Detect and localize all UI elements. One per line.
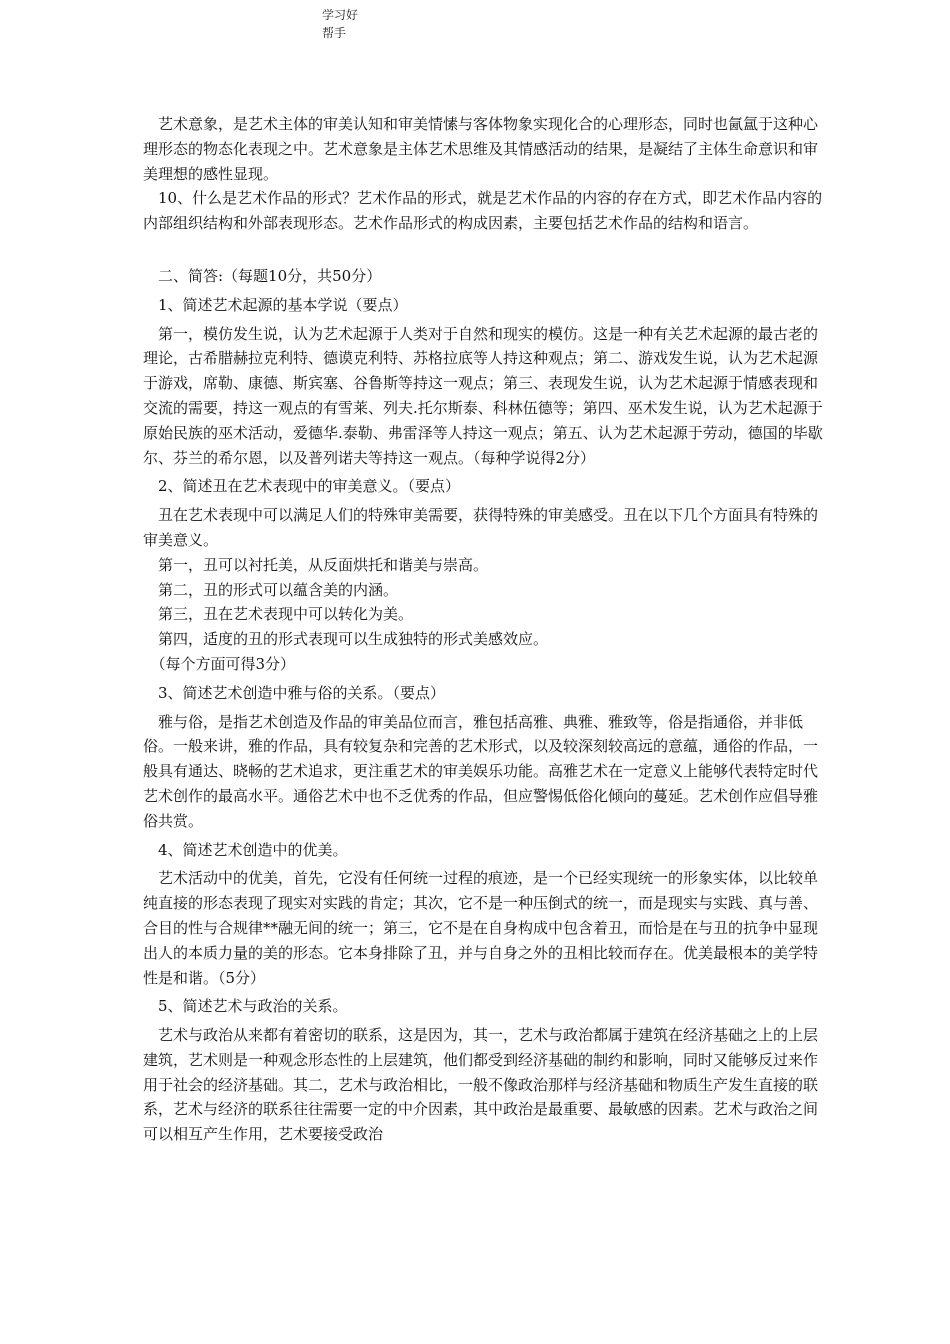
paragraph-art-imagery: 艺术意象，是艺术主体的审美认知和审美情愫与客体物象实现化合的心理形态，同时也氤氲于这种心理形态的物态化表现之中。艺术意象是主体艺术思维及其情感活动的结果，是凝结了主体生命意识和审美理想的感性显现。 — [143, 115, 819, 183]
answer-2-scoring-note: （每个方面可得3分） — [143, 654, 296, 673]
question-5-heading: 5、简述艺术与政治的关系。 — [143, 997, 348, 1016]
question-4-heading: 4、简述艺术创造中的优美。 — [143, 840, 348, 859]
question-2-heading: 2、简述丑在艺术表现中的审美意义。（要点） — [143, 477, 461, 496]
question-3-heading: 3、简述艺术创造中雅与俗的关系。（要点） — [143, 683, 446, 702]
question-1-heading: 1、简述艺术起源的基本学说（要点） — [143, 295, 408, 314]
answer-2-point-1: 第一，丑可以衬托美，从反面烘托和谐美与崇高。 — [143, 555, 489, 574]
answer-2-point-4: 第四，适度的丑的形式表现可以生成独特的形式美感效应。 — [143, 630, 549, 649]
answer-3-paragraph: 雅与俗，是指艺术创造及作品的审美品位而言，雅包括高雅、典雅、雅致等，俗是指通俗，并非低俗。一般来讲，雅的作品，具有较复杂和完善的艺术形式，以及较深刻较高远的意蕴，通俗的作品，一般具有通达、晓畅的艺术追求，更注重艺术的审美娱乐功能。高雅艺术在一定意义上能够代表特定时代艺术创作的最高水平。通俗艺术中也不乏优秀的作品，但应警惕低俗化倾向的蔓延。艺术创作应倡导雅俗共赏。 — [143, 712, 819, 830]
document-body — [143, 112, 823, 1147]
paragraph-q10-art-form: 10、什么是艺术作品的形式？艺术作品的形式，就是艺术作品的内容的存在方式，即艺术作品内容的内部组织结构和外部表现形态。艺术作品形式的构成因素，主要包括艺术作品的结构和语言。 — [143, 189, 823, 233]
page-header: 学习好帮手 — [322, 8, 359, 40]
answer-2-point-2: 第二，丑的形式可以蕴含美的内涵。 — [143, 580, 399, 599]
answer-2-point-3: 第三，丑在艺术表现中可以转化为美。 — [143, 605, 414, 624]
answer-5-paragraph: 艺术与政治从来都有着密切的联系，这是因为，其一，艺术与政治都属于建筑在经济基础之上的上层建筑，艺术则是一种观念形态性的上层建筑，他们都受到经济基础的制约和影响，同时又能够反过来作用于社会的经济基础。其二，艺术与政治相比，一般不像政治那样与经济基础和物质生产发生直接的联系，艺术与经济的联系往往需要一定的中介因素，其中政治是最重要、最敏感的因素。艺术与政治之间可以相互产生作用，艺术要接受政治 — [143, 1026, 819, 1144]
answer-1-paragraph: 第一，模仿发生说，认为艺术起源于人类对于自然和现实的模仿。这是一种有关艺术起源的最古老的理论，古希腊赫拉克利特、德谟克利特、苏格拉底等人持这种观点；第二、游戏发生说，认为艺术起源于游戏，席勒、康德、斯宾塞、谷鲁斯等持这一观点；第三、表现发生说，认为艺术起源于情感表现和交流的需要，持这一观点的有雪莱、列夫.托尔斯泰、科林伍德等；第四、巫术发生说，认为艺术起源于原始民族的巫术活动，爱德华.泰勒、弗雷泽等人持这一观点；第五、认为艺术起源于劳动，德国的毕歇尔、芬兰的希尔恩，以及普列诺夫等持这一观点。（每种学说得2分） — [143, 324, 823, 467]
answer-2-intro: 丑在艺术表现中可以满足人们的特殊审美需要，获得特殊的审美感受。丑在以下几个方面具有特殊的审美意义。 — [143, 506, 819, 549]
answer-4-paragraph: 艺术活动中的优美，首先，它没有任何统一过程的痕迹，是一个已经实现统一的形象实体，以比较单纯直接的形态表现了现实对实践的肯定；其次，它不是一种压倒式的统一，而是现实与实践、真与善、合目的性与合规律**融无间的统一；第三，它不是在自身构成中包含着丑，而恰是在与丑的抗争中显现出人的本质力量的美的形态。它本身排除了丑，并与自身之外的丑相比较而存在。优美最根本的美学特性是和谐。（5分） — [143, 869, 819, 987]
section-heading-short-answer: 二、简答:（每题10分，共50分） — [143, 266, 382, 285]
